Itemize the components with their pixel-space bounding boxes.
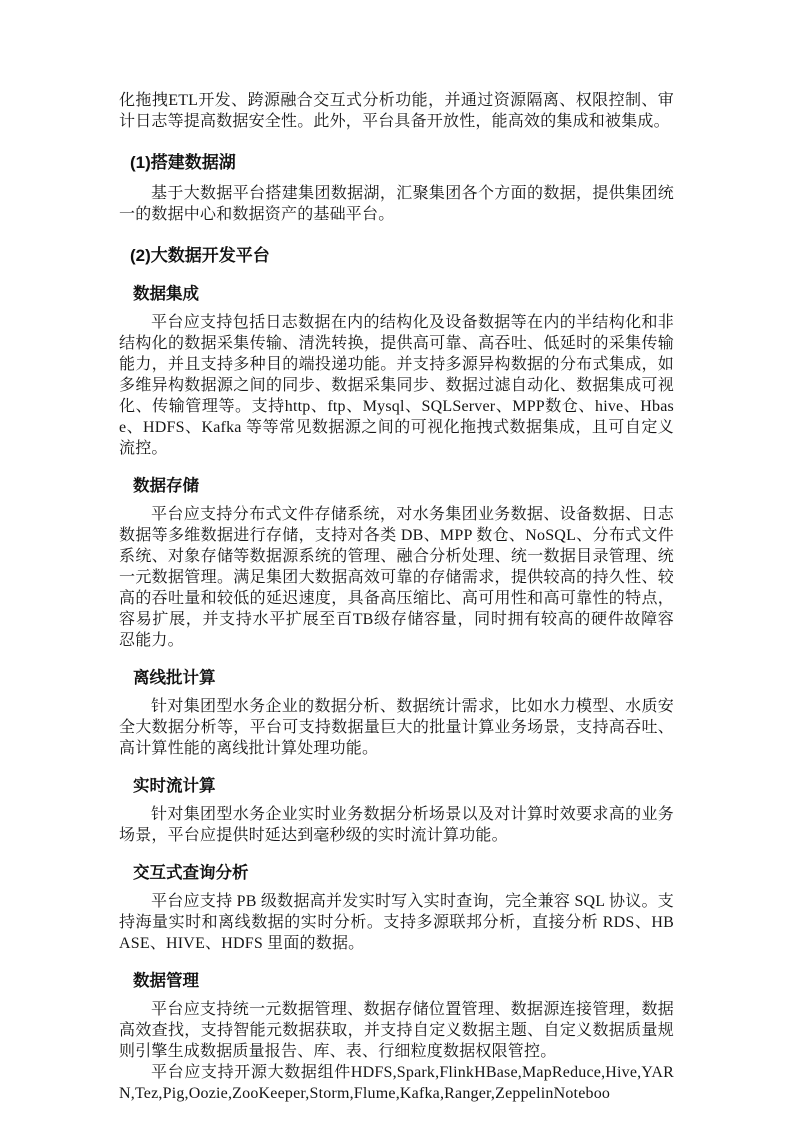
data-management-opensource-components-paragraph: 平台应支持开源大数据组件HDFS,Spark,FlinkHBase,MapReduce,Hive,YARN,Tez,Pig,Oozie,ZooKeeper,Storm,Flume,Kafka,Ranger,ZeppelinNoteboo (119, 1064, 674, 1102)
subheading-realtime-stream-computing: 实时流计算 (133, 777, 216, 795)
heading-bigdata-dev-platform: (2)大数据开发平台 (130, 246, 270, 265)
subheading-interactive-query-analysis: 交互式查询分析 (133, 864, 249, 882)
subheading-data-storage: 数据存储 (133, 477, 199, 495)
build-data-lake-paragraph: 基于大数据平台搭建集团数据湖，汇聚集团各个方面的数据，提供集团统一的数据中心和数据资产的基础平台。 (119, 185, 674, 223)
offline-batch-computing-paragraph: 针对集团型水务企业的数据分析、数据统计需求，比如水力模型、水质安全大数据分析等，平台可支持数据量巨大的批量计算业务场景，支持高吞吐、高计算性能的离线批计算处理功能。 (119, 698, 674, 757)
heading-build-data-lake: (1)搭建数据湖 (130, 153, 236, 172)
subheading-offline-batch-computing: 离线批计算 (133, 669, 216, 687)
intro-continuation-paragraph: 化拖拽ETL开发、跨源融合交互式分析功能，并通过资源隔离、权限控制、审计日志等提高数据安全性。此外，平台具备开放性，能高效的集成和被集成。 (119, 92, 674, 130)
data-integration-paragraph: 平台应支持包括日志数据在内的结构化及设备数据等在内的半结构化和非结构化的数据采集传输、清洗转换，提供高可靠、高吞吐、低延时的采集传输能力，并且支持多种目的端投递功能。并支持多源异构数据的分布式集成，如多维异构数据源之间的同步、数据采集同步、数据过滤自动化、数据集成可视化、传输管理等。支持http、ftp、Mysql、SQLServer、MPP数仓、hive、Hbase、HDFS、Kafka 等等常见数据源之间的可视化拖拽式数据集成，且可自定义流控。 (119, 314, 674, 457)
interactive-query-analysis-paragraph: 平台应支持 PB 级数据高并发实时写入实时查询，完全兼容 SQL 协议。支持海量实时和离线数据的实时分析。支持多源联邦分析，直接分析 RDS、HBASE、HIVE、HDFS 里面的数据。 (119, 893, 674, 952)
subheading-data-integration: 数据集成 (133, 285, 199, 303)
data-management-paragraph: 平台应支持统一元数据管理、数据存储位置管理、数据源连接管理，数据高效查找，支持智能元数据获取，并支持自定义数据主题、自定义数据质量规则引擎生成数据质量报告、库、表、行细粒度数据权限管控。 (119, 1001, 674, 1060)
subheading-data-management: 数据管理 (133, 972, 199, 990)
realtime-stream-computing-paragraph: 针对集团型水务企业实时业务数据分析场景以及对计算时效要求高的业务场景，平台应提供时延达到毫秒级的实时流计算功能。 (119, 806, 674, 844)
data-storage-paragraph: 平台应支持分布式文件存储系统，对水务集团业务数据、设备数据、日志数据等多维数据进行存储，支持对各类 DB、MPP 数仓、NoSQL、分布式文件系统、对象存储等数据源系统的管理、融合分析处理、统一数据目录管理、统一元数据管理。满足集团大数据高效可靠的存储需求，提供较高的持久性、较高的吞吐量和较低的延迟速度，具备高压缩比、高可用性和高可靠性的特点，容易扩展，并支持水平扩展至百TB级存储容量，同时拥有较高的硬件故障容忍能力。 (119, 506, 674, 649)
